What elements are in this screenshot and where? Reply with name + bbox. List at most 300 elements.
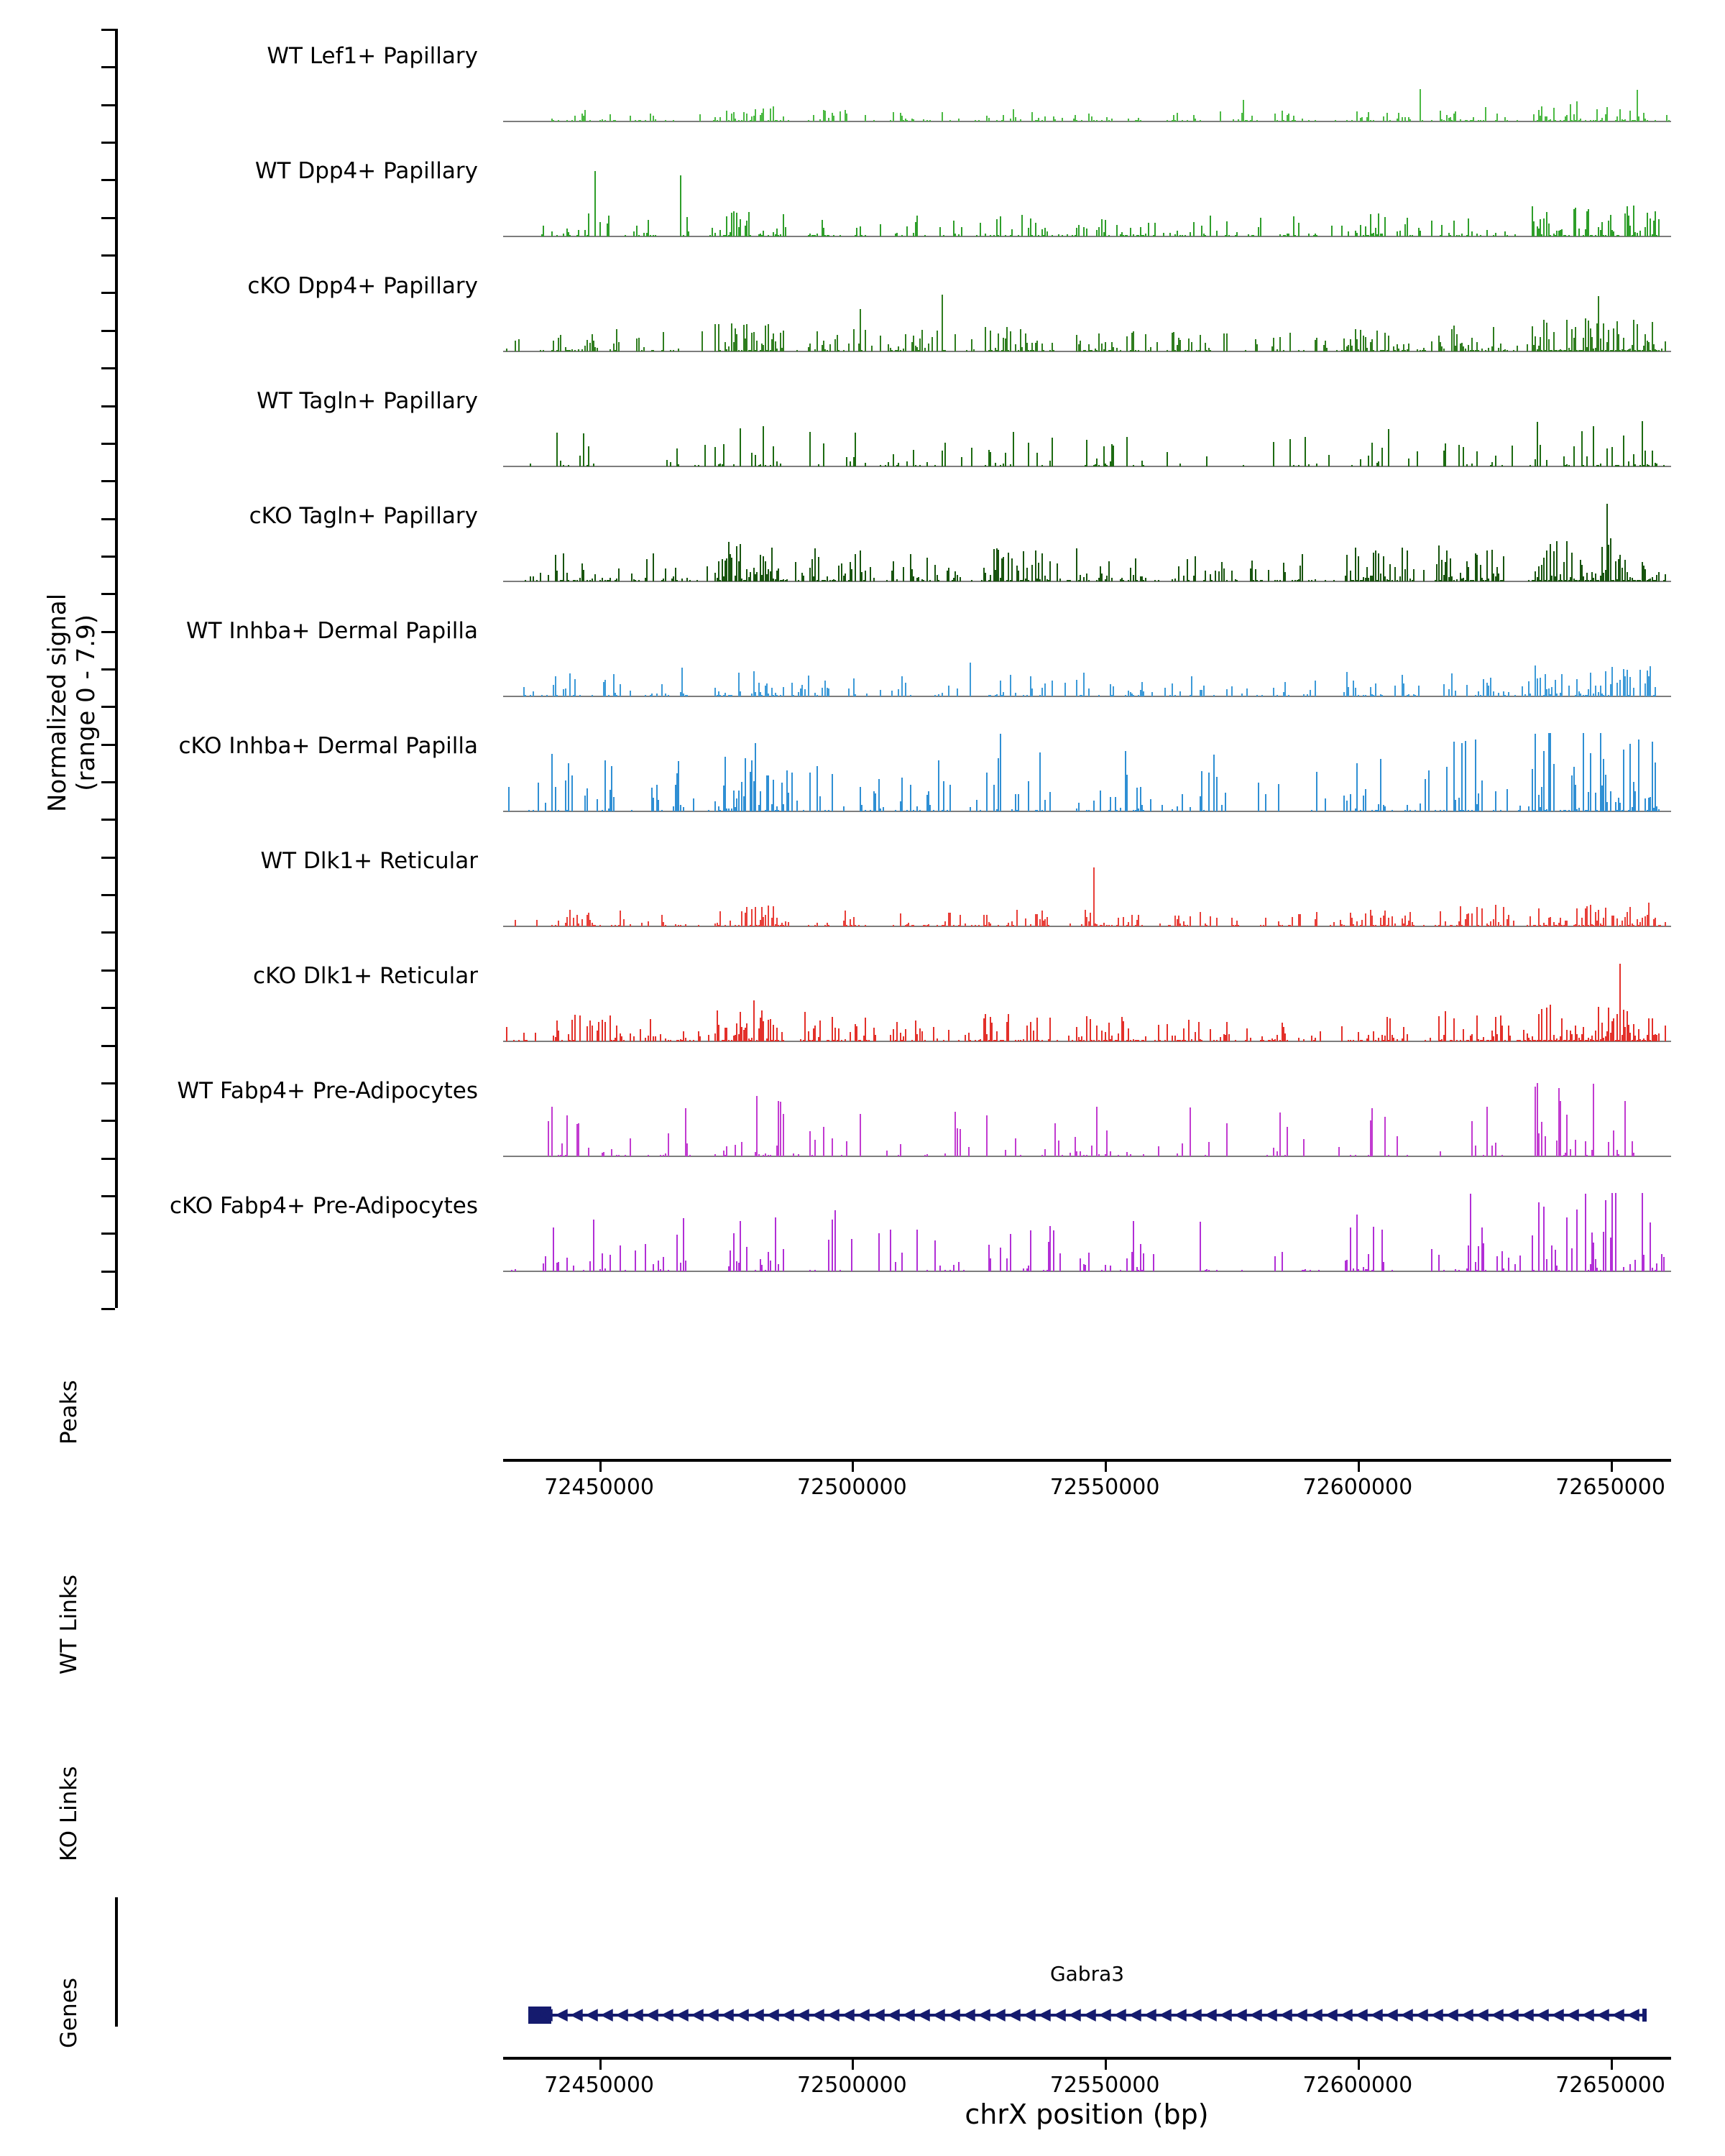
signal-bar	[1080, 575, 1081, 581]
signal-bar	[1154, 223, 1156, 236]
signal-bar	[1256, 120, 1258, 121]
signal-bar	[1585, 120, 1586, 121]
signal-bar	[579, 695, 581, 696]
signal-bar	[1265, 918, 1266, 926]
signal-bar	[1623, 750, 1624, 811]
signal-bar	[1481, 349, 1483, 351]
signal-bar	[1504, 1040, 1506, 1041]
panel-label-genes: Genes	[56, 1978, 82, 2048]
signal-bar	[1528, 806, 1530, 811]
signal-bar	[540, 573, 541, 581]
signal-bar	[726, 1146, 727, 1156]
signal-bar	[533, 810, 534, 811]
signal-bar	[1503, 907, 1504, 926]
signal-bar	[578, 349, 579, 351]
signal-bar	[1076, 120, 1077, 121]
signal-bar	[1276, 1151, 1278, 1156]
signal-bar	[846, 457, 847, 466]
signal-bar	[921, 1031, 923, 1041]
gene-body[interactable]	[503, 1999, 1671, 2031]
signal-bar	[990, 1258, 991, 1271]
signal-bar	[1215, 571, 1216, 581]
signal-bar	[785, 227, 786, 236]
signal-bar	[1471, 1034, 1473, 1041]
signal-bar	[735, 119, 736, 121]
signal-bar	[971, 448, 972, 466]
signal-bar	[929, 805, 931, 811]
signal-bar	[543, 226, 544, 236]
signal-bar	[569, 673, 571, 696]
signal-bar	[1476, 1015, 1478, 1041]
signal-bar	[1527, 925, 1528, 926]
signal-bar	[1514, 234, 1516, 236]
signal-bar	[937, 331, 938, 351]
signal-bar	[1203, 686, 1205, 697]
signal-bar	[773, 446, 774, 466]
signal-bar	[1408, 459, 1409, 466]
signal-bar	[1210, 216, 1211, 236]
signal-bar	[602, 810, 603, 811]
signal-bar	[1573, 446, 1575, 466]
signal-bar	[699, 1036, 701, 1041]
signal-bar	[871, 346, 873, 351]
signal-bar	[1303, 1139, 1305, 1156]
signal-bar	[1085, 1265, 1086, 1271]
gene-strand-arrow-icon: ◀	[1596, 2005, 1609, 2024]
signal-bar	[1054, 119, 1056, 121]
signal-bar	[1062, 1155, 1063, 1156]
signal-bar	[1533, 114, 1535, 121]
signal-bar	[1458, 445, 1460, 466]
signal-bar	[1355, 548, 1356, 581]
signal-bar	[921, 330, 923, 351]
signal-bar	[870, 810, 871, 811]
signal-bar	[1310, 690, 1311, 696]
signal-bar	[905, 683, 906, 696]
gene-strand-arrow-icon: ◀	[736, 2005, 749, 2024]
signal-bar	[640, 1029, 641, 1041]
signal-bar	[660, 1155, 661, 1156]
gene-strand-arrow-icon: ◀	[902, 2005, 915, 2024]
signal-bar	[1015, 1040, 1016, 1041]
gene-exon	[1642, 2009, 1647, 2022]
signal-bar	[891, 691, 893, 696]
signal-bar	[949, 785, 951, 811]
signal-bar	[1326, 348, 1328, 352]
signal-bar	[1606, 802, 1608, 811]
signal-bar	[1533, 1270, 1535, 1272]
signal-bar	[718, 1025, 719, 1041]
track-signal-plot	[503, 1193, 1671, 1272]
signal-bar	[714, 324, 716, 351]
signal-bar	[1293, 465, 1294, 466]
signal-bar	[773, 906, 774, 926]
signal-bar	[1080, 1258, 1081, 1271]
signal-bar	[1179, 464, 1181, 466]
signal-bar	[1586, 1155, 1588, 1157]
signal-bar	[643, 347, 645, 351]
signal-bar	[551, 1107, 553, 1156]
signal-bar	[714, 233, 716, 236]
signal-bar	[651, 694, 653, 696]
signal-bar	[1371, 443, 1373, 467]
signal-bar	[875, 1035, 876, 1041]
signal-bar	[968, 1147, 970, 1156]
signal-bar	[1308, 580, 1310, 581]
signal-bar	[1018, 794, 1019, 811]
signal-bar	[814, 548, 816, 581]
signal-bar	[1361, 920, 1363, 926]
signal-bar	[753, 1000, 755, 1042]
signal-bar	[1325, 580, 1326, 581]
signal-bar	[1480, 695, 1481, 696]
signal-bar	[1118, 918, 1119, 927]
signal-bar	[1524, 694, 1526, 696]
signal-bar	[1610, 791, 1611, 811]
signal-bar	[954, 334, 956, 351]
signal-bar	[1005, 1150, 1006, 1156]
signal-bar	[928, 344, 929, 351]
gene-strand-arrow-icon: ◀	[1310, 2005, 1322, 2024]
signal-bar	[576, 580, 578, 581]
signal-bar	[865, 235, 866, 236]
signal-bar	[860, 1040, 861, 1041]
signal-bar	[1466, 464, 1468, 466]
signal-bar	[536, 920, 538, 926]
signal-bar	[1476, 907, 1478, 926]
gene-strand-arrow-icon: ◀	[1008, 2005, 1021, 2024]
signal-bar	[816, 766, 818, 811]
signal-bar	[1508, 1258, 1509, 1271]
signal-bar	[738, 120, 740, 121]
signal-bar	[583, 433, 584, 467]
signal-bar	[1188, 338, 1190, 352]
signal-bar	[610, 1255, 611, 1271]
signal-bar	[1496, 1034, 1498, 1041]
signal-bar	[560, 461, 561, 466]
signal-bar	[1096, 1107, 1098, 1156]
signal-bar	[916, 806, 918, 811]
signal-bar	[1031, 112, 1033, 121]
signal-bar	[1086, 229, 1087, 236]
signal-bar	[1566, 115, 1568, 121]
signal-bar	[1480, 235, 1481, 236]
signal-bar	[1605, 1200, 1606, 1271]
signal-bar	[1076, 680, 1077, 696]
signal-bar	[1088, 810, 1090, 811]
signal-bar	[1420, 231, 1421, 236]
signal-bar	[1213, 1040, 1215, 1041]
signal-bar	[535, 1033, 536, 1041]
gene-strand-arrow-icon: ◀	[1521, 2005, 1534, 2024]
signal-bar	[1150, 347, 1151, 351]
signal-bar	[755, 109, 756, 121]
signal-bar	[1238, 119, 1239, 121]
signal-bar	[1455, 691, 1456, 696]
signal-bar	[1373, 120, 1374, 121]
signal-bar	[763, 231, 764, 236]
signal-bar	[1414, 810, 1416, 811]
signal-bar	[1595, 793, 1596, 811]
signal-bar	[653, 350, 654, 351]
signal-bar	[811, 1155, 813, 1156]
signal-bar	[630, 691, 631, 696]
signal-bar	[1333, 580, 1335, 581]
signal-bar	[1213, 695, 1215, 696]
signal-bar	[1541, 1009, 1542, 1041]
signal-bar	[1178, 566, 1179, 582]
signal-bar	[1450, 235, 1451, 236]
signal-bar	[1133, 234, 1134, 236]
signal-bar	[1072, 235, 1073, 236]
gene-strand-arrow-icon: ◀	[1279, 2005, 1292, 2024]
signal-bar	[1532, 769, 1533, 811]
signal-bar	[895, 810, 896, 811]
signal-bar	[558, 1031, 559, 1041]
signal-bar	[1126, 775, 1128, 811]
signal-bar	[640, 120, 641, 121]
signal-bar	[1639, 231, 1641, 236]
signal-bar	[568, 465, 569, 466]
signal-bar	[1266, 1155, 1268, 1157]
signal-bar	[1446, 767, 1448, 811]
signal-bar	[1226, 689, 1228, 696]
signal-bar	[548, 1121, 549, 1156]
signal-bar	[678, 464, 679, 466]
signal-bar	[688, 231, 689, 236]
signal-bar	[1273, 688, 1274, 696]
signal-bar	[1378, 461, 1379, 466]
signal-bar	[1036, 453, 1038, 466]
signal-bar	[568, 580, 569, 581]
signal-bar	[1258, 783, 1259, 811]
signal-bar	[680, 925, 681, 926]
signal-bar	[1351, 465, 1353, 466]
signal-bar	[1080, 341, 1081, 351]
signal-bar	[916, 1034, 918, 1041]
signal-bar	[942, 451, 943, 466]
signal-bar	[1223, 568, 1225, 581]
track-label: WT Inhba+ Dermal Papilla	[186, 618, 478, 644]
signal-bar	[958, 119, 960, 121]
signal-bar	[1481, 908, 1483, 926]
signal-bar	[548, 575, 549, 581]
signal-bar	[1550, 1005, 1551, 1041]
signal-bar	[970, 1040, 971, 1041]
signal-bar	[1126, 1258, 1128, 1271]
signal-bar	[1435, 810, 1436, 811]
signal-bar	[783, 1114, 784, 1157]
signal-bar	[1200, 335, 1201, 351]
signal-bar	[1201, 1040, 1202, 1041]
signal-bar	[1480, 120, 1481, 121]
signal-bar	[1656, 1263, 1657, 1271]
signal-bar	[1407, 550, 1408, 581]
signal-bar	[683, 807, 684, 811]
signal-bar	[783, 1249, 784, 1272]
signal-bar	[1360, 330, 1361, 351]
panel-label-wt-links: WT Links	[56, 1574, 82, 1674]
signal-bar	[1238, 925, 1239, 926]
signal-bar	[1585, 1194, 1586, 1271]
signal-bar	[1138, 915, 1139, 926]
signal-bar	[1665, 1026, 1666, 1042]
signal-bar	[611, 925, 612, 926]
signal-bar	[604, 120, 606, 121]
signal-bar	[1305, 437, 1306, 466]
signal-bar	[1341, 226, 1343, 236]
signal-bar	[1143, 1253, 1144, 1271]
signal-bar	[1358, 1269, 1359, 1271]
signal-bar	[1570, 1149, 1571, 1156]
gene-strand-arrow-icon: ◀	[1023, 2005, 1036, 2024]
signal-bar	[578, 230, 579, 236]
signal-bar	[791, 773, 793, 812]
track-label: WT Lef1+ Papillary	[267, 43, 478, 69]
signal-bar	[966, 350, 967, 351]
position-axis-tick-label: 72650000	[1555, 2073, 1665, 2098]
signal-bar	[1070, 1153, 1071, 1157]
signal-bar	[1624, 119, 1626, 121]
signal-bar	[719, 810, 721, 811]
signal-bar	[796, 801, 798, 811]
signal-bar	[1483, 1037, 1484, 1041]
signal-bar	[1284, 572, 1286, 581]
signal-bar	[1226, 580, 1228, 581]
signal-bar	[731, 558, 732, 581]
signal-bar	[1343, 692, 1345, 696]
signal-bar	[1448, 689, 1450, 696]
signal-bar	[1356, 763, 1358, 812]
signal-bar	[1381, 695, 1383, 696]
signal-bar	[1346, 1260, 1348, 1271]
signal-bar	[771, 548, 773, 581]
signal-bar	[1508, 915, 1509, 926]
signal-bar	[1538, 1014, 1540, 1041]
signal-bar	[953, 1265, 954, 1271]
y-axis-label-line-1: Normalized signal	[43, 593, 72, 812]
signal-bar	[1580, 119, 1581, 121]
signal-bar	[702, 331, 703, 351]
position-axis-tick	[1105, 2060, 1107, 2070]
signal-bar	[1293, 216, 1294, 236]
signal-bar	[1495, 1143, 1496, 1156]
signal-bar	[638, 580, 640, 581]
signal-bar	[568, 763, 569, 811]
signal-bar	[1080, 1151, 1081, 1156]
signal-bar	[1182, 794, 1183, 812]
signal-bar	[973, 349, 975, 351]
signal-bar	[1106, 465, 1108, 466]
signal-bar	[1468, 810, 1469, 811]
signal-bar	[875, 793, 876, 811]
signal-bar	[586, 340, 588, 351]
position-axis-tick	[599, 1462, 602, 1472]
signal-bar	[1036, 1018, 1038, 1041]
signal-bar	[778, 1264, 779, 1271]
signal-bar	[756, 572, 758, 581]
signal-bar	[870, 567, 871, 581]
signal-bar	[865, 810, 866, 811]
signal-bar	[555, 925, 556, 927]
signal-bar	[1388, 918, 1389, 926]
signal-bar	[635, 1250, 636, 1271]
signal-bar	[1126, 336, 1128, 351]
signal-bar	[905, 334, 906, 352]
signal-bar	[1455, 800, 1456, 812]
signal-bar	[1568, 465, 1570, 466]
signal-bar	[696, 580, 698, 581]
signal-bar	[1188, 580, 1190, 581]
signal-bar	[1348, 231, 1349, 237]
signal-bar	[726, 216, 727, 236]
signal-bar	[1546, 550, 1547, 581]
signal-bar	[901, 676, 903, 696]
signal-bar	[901, 1253, 903, 1272]
signal-bar	[515, 341, 516, 351]
signal-bar	[650, 1019, 651, 1041]
signal-bar	[1118, 1155, 1119, 1156]
signal-bar	[1350, 1155, 1351, 1156]
signal-bar	[1231, 686, 1233, 696]
signal-bar	[970, 663, 971, 696]
signal-bar	[1167, 120, 1168, 121]
signal-bar	[1195, 556, 1196, 581]
signal-bar	[1182, 235, 1183, 236]
signal-bar	[694, 465, 696, 466]
signal-bar	[996, 1031, 998, 1041]
signal-bar	[1130, 1154, 1131, 1156]
signal-bar	[584, 110, 586, 121]
signal-bar	[1471, 464, 1473, 466]
signal-bar	[1010, 464, 1011, 466]
signal-bar	[1473, 117, 1474, 121]
signal-bar	[1380, 573, 1381, 581]
signal-bar	[1431, 120, 1432, 121]
signal-bar	[1423, 925, 1425, 926]
signal-bar	[565, 780, 566, 811]
signal-bar	[1081, 120, 1082, 121]
signal-bar	[816, 695, 818, 696]
signal-bar	[1455, 111, 1456, 121]
signal-bar	[893, 561, 894, 582]
signal-bar	[1167, 350, 1168, 351]
signal-bar	[1394, 686, 1396, 696]
signal-bar	[1287, 1127, 1288, 1156]
signal-bar	[1151, 692, 1153, 696]
signal-bar	[588, 213, 589, 236]
signal-bar	[1486, 230, 1488, 236]
gene-strand-arrow-icon: ◀	[1083, 2005, 1096, 2024]
signal-bar	[1532, 1235, 1533, 1271]
signal-bar	[573, 918, 574, 926]
signal-bar	[1556, 694, 1558, 697]
signal-bar	[1156, 342, 1158, 351]
signal-bar	[1010, 675, 1011, 696]
signal-bar	[993, 785, 995, 811]
signal-bar	[1408, 694, 1409, 696]
signal-bar	[673, 120, 674, 121]
signal-bar	[728, 1040, 730, 1041]
signal-bar	[1575, 785, 1576, 811]
signal-bar	[750, 572, 751, 581]
signal-bar	[1616, 1014, 1618, 1041]
signal-bar	[1053, 350, 1054, 351]
signal-bar	[938, 694, 939, 697]
signal-bar	[1350, 794, 1351, 811]
signal-bar	[809, 1270, 811, 1271]
signal-bar	[823, 443, 824, 466]
